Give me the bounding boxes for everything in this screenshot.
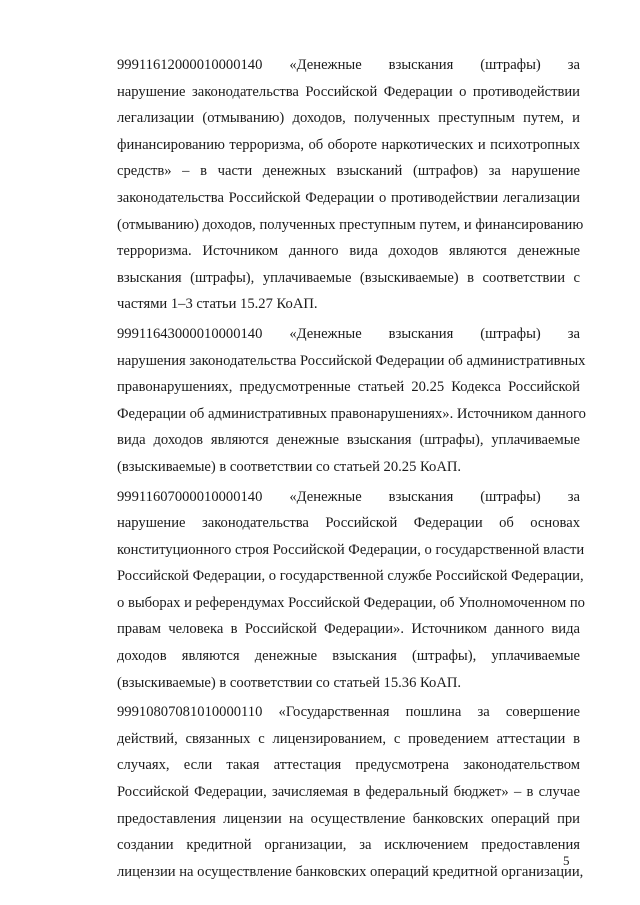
document-body bbox=[88, 52, 586, 885]
text-line: нарушение законодательства Российской Федерации об основах bbox=[117, 515, 580, 532]
text-line: 99911643000010000140 «Денежные взыскания (штрафы) за bbox=[117, 325, 580, 342]
text-line: случаях, если такая аттестация предусмотрена законодательством bbox=[117, 757, 580, 774]
text-line: законодательства Российской Федерации о противодействии легализации bbox=[117, 189, 580, 206]
text-line: взыскания (штрафы), уплачиваемые (взыскиваемые) в соответствии с bbox=[117, 269, 580, 286]
text-line: терроризма. Источником данного вида доходов являются денежные bbox=[117, 243, 580, 260]
text-line: действий, связанных с лицензированием, с проведением аттестации в bbox=[117, 730, 580, 747]
text-line: нарушение законодательства Российской Федерации о противодействии bbox=[117, 83, 580, 100]
text-line: вида доходов являются денежные взыскания (штрафы), уплачиваемые bbox=[117, 432, 580, 449]
text-line: (взыскиваемые) в соответствии со статьей 15.36 КоАП. bbox=[117, 674, 462, 691]
text-line: 99911607000010000140 «Денежные взыскания (штрафы) за bbox=[117, 488, 580, 505]
paragraph-fine-constitutional bbox=[88, 484, 585, 697]
text-line: частями 1–3 статьи 15.27 КоАП. bbox=[117, 296, 318, 313]
text-line: доходов являются денежные взыскания (штрафы), уплачиваемые bbox=[117, 648, 580, 665]
text-line: (взыскиваемые) в соответствии со статьей 20.25 КоАП. bbox=[117, 458, 462, 475]
page-number: 5 bbox=[563, 853, 570, 868]
text-line: (отмыванию) доходов, полученных преступным путем, и финансированию bbox=[117, 216, 584, 233]
text-line: 99910807081010000110 «Государственная пошлина за совершение bbox=[117, 704, 580, 721]
text-line: правонарушениях, предусмотренные статьей 20.25 Кодекса Российской bbox=[117, 379, 580, 396]
paragraph-state-duty bbox=[88, 699, 584, 885]
text-line: создании кредитной организации, за исключением предоставления bbox=[117, 837, 580, 854]
text-line: Российской Федерации, о государственной службе Российской Федерации, bbox=[117, 568, 584, 585]
text-line: лицензии на осуществление банковских операций кредитной организации, bbox=[117, 863, 584, 880]
text-line: правам человека в Российской Федерации». Источником данного вида bbox=[117, 621, 580, 638]
text-line: конституционного строя Российской Федерации, о государственной власти bbox=[117, 541, 585, 558]
text-line: легализации (отмыванию) доходов, полученных преступным путем, и bbox=[117, 110, 580, 127]
text-line: 99911612000010000140 «Денежные взыскания (штрафы) за bbox=[117, 57, 580, 73]
text-line: нарушения законодательства Российской Федерации об административных bbox=[117, 352, 586, 369]
text-line: финансированию терроризма, об обороте наркотических и психотропных bbox=[117, 136, 580, 153]
paragraph-fine-legalization bbox=[88, 52, 584, 318]
text-line: о выборах и референдумах Российской Федерации, об Уполномоченном по bbox=[117, 594, 585, 611]
text-line: средств» – в части денежных взысканий (штрафов) за нарушение bbox=[117, 163, 580, 180]
paragraph-fine-administrative bbox=[88, 321, 586, 481]
text-line: Российской Федерации, зачисляемая в федеральный бюджет» – в случае bbox=[117, 784, 580, 801]
text-line: Федерации об административных правонарушениях». Источником данного bbox=[117, 405, 586, 422]
text-line: предоставления лицензии на осуществление банковских операций при bbox=[117, 810, 580, 827]
